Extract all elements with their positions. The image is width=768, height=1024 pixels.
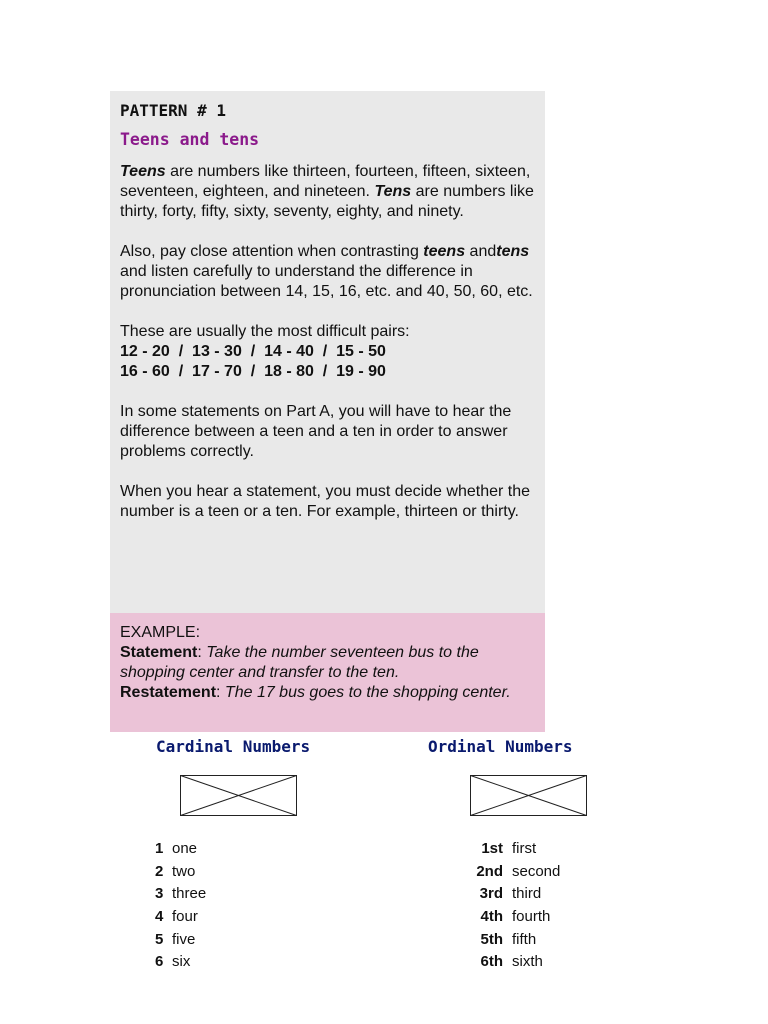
- intro-paragraph: [120, 162, 535, 222]
- cardinal-word: two: [172, 862, 196, 880]
- cardinal-number: 2: [155, 862, 164, 880]
- list-item: [155, 861, 206, 884]
- cardinal-word: one: [172, 840, 198, 857]
- ordinal-word: first: [512, 840, 537, 857]
- cardinal-word: four: [172, 908, 198, 926]
- ordinal-number: 1st: [481, 840, 503, 857]
- teens-term-2: teens: [423, 243, 466, 260]
- attention-text-3: and listen carefully to understand the difference in pronunciation between 14, 15, 16, etc. and 40, 50, 60, etc.: [120, 263, 533, 300]
- decide-paragraph: When you hear a statement, you must decide whether the number is a teen or a ten. For example, thirteen or thirty.: [120, 483, 531, 520]
- list-item: [472, 906, 560, 929]
- attention-paragraph: [120, 242, 535, 302]
- cardinal-list: [155, 838, 206, 974]
- ordinal-word: sixth: [512, 953, 543, 971]
- list-item: [472, 838, 560, 861]
- statement-line: Statement: Take the number seventeen bus to the shopping center and transfer to the ten.: [120, 644, 479, 681]
- list-item: [155, 906, 206, 929]
- list-item: [472, 951, 560, 974]
- statement-label: Statement: [120, 644, 198, 661]
- example-heading: EXAMPLE:: [120, 624, 201, 641]
- cardinal-word: six: [172, 953, 191, 971]
- statement-text: Take the number seventeen bus to the shopping center and transfer to the ten.: [120, 644, 479, 681]
- cardinal-image-placeholder-icon: [180, 775, 297, 816]
- restatement-text: The 17 bus goes to the shopping center.: [224, 684, 511, 701]
- cardinal-number: 4: [155, 908, 164, 926]
- pairs-line-1: 12 - 20 / 13 - 30 / 14 - 40 / 15 - 50: [120, 343, 386, 360]
- attention-text-2: and: [465, 243, 497, 260]
- cardinal-number: 1: [155, 840, 164, 857]
- list-item: [472, 861, 560, 884]
- pattern-subtitle: Teens and tens: [120, 130, 260, 149]
- pairs-intro: These are usually the most difficult pairs:: [120, 323, 410, 340]
- ordinal-word: second: [512, 862, 561, 880]
- list-item: [155, 883, 206, 906]
- pairs-line-2: 16 - 60 / 17 - 70 / 18 - 80 / 19 - 90: [120, 363, 386, 380]
- cardinal-number: 6: [155, 953, 164, 971]
- ordinal-image-placeholder-icon: [470, 775, 587, 816]
- intro-text-1: are numbers like thirteen, fourteen, fifteen, sixteen, seventeen, eighteen, and nineteen.: [120, 163, 531, 200]
- intro-text-2: are numbers like thirty, forty, fifty, sixty, seventy, eighty, and ninety.: [120, 183, 534, 220]
- ordinal-number: 4th: [480, 908, 503, 926]
- tens-term-2: tens: [496, 243, 530, 260]
- ordinal-number: 2nd: [476, 862, 503, 880]
- ordinal-word: third: [512, 885, 542, 903]
- cardinal-number: 5: [155, 930, 164, 948]
- part-a-paragraph: In some statements on Part A, you will have to hear the difference between a teen and a ten in order to answer problems correctly.: [120, 403, 512, 460]
- cardinal-heading: Cardinal Numbers: [156, 737, 311, 756]
- ordinal-heading: Ordinal Numbers: [428, 737, 573, 756]
- restatement-line: Restatement: The 17 bus goes to the shopping center.: [120, 684, 511, 701]
- ordinal-number: 6th: [480, 953, 503, 971]
- pattern-title: PATTERN # 1: [120, 101, 226, 120]
- cardinal-number: 3: [155, 885, 164, 903]
- list-item: [472, 883, 560, 906]
- list-item: [472, 929, 560, 952]
- restatement-label: Restatement: [120, 684, 217, 701]
- pattern-box: [110, 91, 545, 613]
- example-box: [110, 613, 545, 732]
- ordinal-number: 3rd: [479, 885, 503, 903]
- ordinal-word: fourth: [512, 908, 551, 926]
- cardinal-word: five: [172, 930, 196, 948]
- list-item: [155, 838, 206, 861]
- tens-term: Tens: [374, 183, 412, 200]
- cardinal-word: three: [172, 885, 207, 903]
- attention-text-1: Also, pay close attention when contrasting: [120, 243, 424, 260]
- list-item: [155, 951, 206, 974]
- ordinal-list: [472, 838, 560, 974]
- list-item: [155, 929, 206, 952]
- ordinal-number: 5th: [480, 930, 503, 948]
- teens-term: Teens: [120, 163, 166, 180]
- ordinal-word: fifth: [512, 930, 537, 948]
